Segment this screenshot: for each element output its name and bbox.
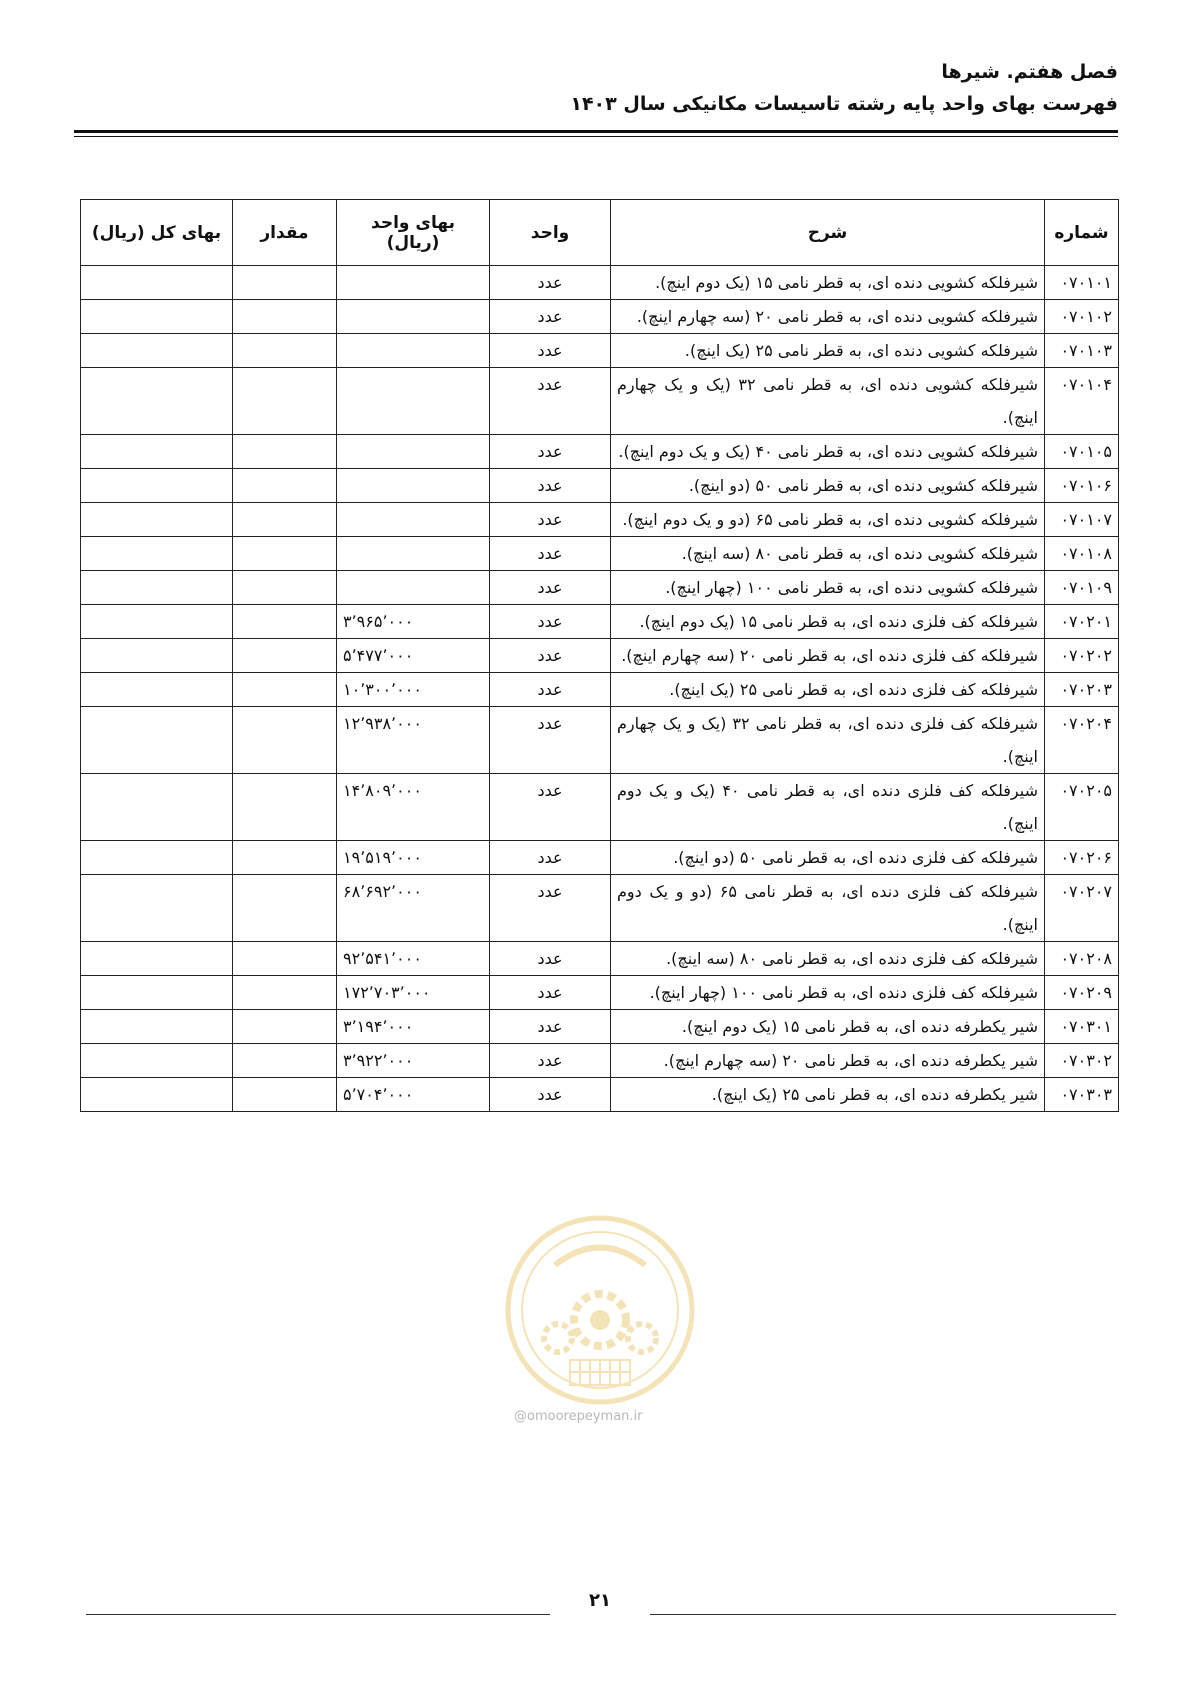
item-description: شیرفلکه کف فلزی دنده ای، به قطر نامی ۲۵ (یک اینچ). xyxy=(611,673,1045,707)
item-unit-price: ۱۷۲٬۷۰۳٬۰۰۰ xyxy=(337,976,490,1010)
item-quantity xyxy=(233,1010,337,1044)
item-unit: عدد xyxy=(490,942,611,976)
item-total-price xyxy=(81,707,233,774)
item-unit-price: ۱۰٬۳۰۰٬۰۰۰ xyxy=(337,673,490,707)
item-unit: عدد xyxy=(490,334,611,368)
item-description: شیرفلکه کشویی دنده ای، به قطر نامی ۲۰ (سه چهارم اینچ). xyxy=(611,300,1045,334)
column-header-total-price: بهای کل (ریال) xyxy=(81,200,233,266)
item-description: شیر یکطرفه دنده ای، به قطر نامی ۱۵ (یک دوم اینچ). xyxy=(611,1010,1045,1044)
footer-rule-right xyxy=(650,1614,1116,1615)
item-unit-price xyxy=(337,266,490,300)
item-unit: عدد xyxy=(490,1010,611,1044)
item-unit: عدد xyxy=(490,266,611,300)
item-code: ۰۷۰۱۰۳ xyxy=(1045,334,1119,368)
table-row xyxy=(81,469,1119,503)
item-quantity xyxy=(233,334,337,368)
item-unit-price: ۵٬۷۰۴٬۰۰۰ xyxy=(337,1078,490,1112)
item-unit: عدد xyxy=(490,571,611,605)
item-total-price xyxy=(81,639,233,673)
item-code: ۰۷۰۲۰۵ xyxy=(1045,774,1119,841)
item-description: شیرفلکه کشویی دنده ای، به قطر نامی ۶۵ (دو و یک دوم اینچ). xyxy=(611,503,1045,537)
item-unit: عدد xyxy=(490,1078,611,1112)
item-total-price xyxy=(81,1010,233,1044)
item-description: شیرفلکه کف فلزی دنده ای، به قطر نامی ۲۰ (سه چهارم اینچ). xyxy=(611,639,1045,673)
item-description: شیرفلکه کشویی دنده ای، به قطر نامی ۵۰ (دو اینچ). xyxy=(611,469,1045,503)
item-quantity xyxy=(233,673,337,707)
item-unit-price: ۵٬۴۷۷٬۰۰۰ xyxy=(337,639,490,673)
item-unit-price xyxy=(337,334,490,368)
table-row xyxy=(81,1044,1119,1078)
table-row xyxy=(81,1010,1119,1044)
item-quantity xyxy=(233,942,337,976)
table-row xyxy=(81,300,1119,334)
item-code: ۰۷۰۱۰۸ xyxy=(1045,537,1119,571)
table-row xyxy=(81,639,1119,673)
item-total-price xyxy=(81,774,233,841)
document-subtitle: فهرست بهای واحد پایه رشته تاسیسات مکانیکی سال ۱۴۰۳ xyxy=(570,93,1118,115)
item-unit: عدد xyxy=(490,503,611,537)
item-code: ۰۷۰۲۰۹ xyxy=(1045,976,1119,1010)
item-code: ۰۷۰۳۰۳ xyxy=(1045,1078,1119,1112)
item-unit-price xyxy=(337,368,490,435)
table-row xyxy=(81,537,1119,571)
item-unit: عدد xyxy=(490,605,611,639)
item-quantity xyxy=(233,435,337,469)
item-total-price xyxy=(81,875,233,942)
item-code: ۰۷۰۲۰۶ xyxy=(1045,841,1119,875)
item-code: ۰۷۰۱۰۴ xyxy=(1045,368,1119,435)
item-quantity xyxy=(233,774,337,841)
item-unit-price: ۹۲٬۵۴۱٬۰۰۰ xyxy=(337,942,490,976)
item-quantity xyxy=(233,976,337,1010)
item-unit: عدد xyxy=(490,875,611,942)
table-row xyxy=(81,875,1119,942)
item-description: شیرفلکه کف فلزی دنده ای، به قطر نامی ۳۲ (یک و یک چهارم اینچ). xyxy=(611,707,1045,774)
item-description: شیرفلکه کف فلزی دنده ای، به قطر نامی ۴۰ (یک و یک دوم اینچ). xyxy=(611,774,1045,841)
item-total-price xyxy=(81,673,233,707)
item-total-price xyxy=(81,266,233,300)
table-row xyxy=(81,435,1119,469)
table-row xyxy=(81,571,1119,605)
item-code: ۰۷۰۱۰۵ xyxy=(1045,435,1119,469)
item-quantity xyxy=(233,503,337,537)
item-total-price xyxy=(81,300,233,334)
item-total-price xyxy=(81,368,233,435)
page-number: ۲۱ xyxy=(589,1590,611,1611)
item-total-price xyxy=(81,605,233,639)
column-header-quantity: مقدار xyxy=(233,200,337,266)
item-total-price xyxy=(81,503,233,537)
item-unit-price xyxy=(337,503,490,537)
table-row xyxy=(81,368,1119,435)
item-total-price xyxy=(81,1044,233,1078)
item-quantity xyxy=(233,537,337,571)
item-quantity xyxy=(233,841,337,875)
item-unit-price: ۳٬۹۶۵٬۰۰۰ xyxy=(337,605,490,639)
item-unit: عدد xyxy=(490,707,611,774)
price-table xyxy=(80,199,1119,1112)
table-header-row xyxy=(81,200,1119,266)
item-code: ۰۷۰۱۰۲ xyxy=(1045,300,1119,334)
item-code: ۰۷۰۳۰۱ xyxy=(1045,1010,1119,1044)
table-row xyxy=(81,841,1119,875)
item-code: ۰۷۰۲۰۳ xyxy=(1045,673,1119,707)
item-code: ۰۷۰۲۰۷ xyxy=(1045,875,1119,942)
item-code: ۰۷۰۱۰۹ xyxy=(1045,571,1119,605)
item-description: شیرفلکه کف فلزی دنده ای، به قطر نامی ۶۵ (دو و یک دوم اینچ). xyxy=(611,875,1045,942)
item-quantity xyxy=(233,875,337,942)
item-code: ۰۷۰۲۰۲ xyxy=(1045,639,1119,673)
column-header-description: شرح xyxy=(611,200,1045,266)
item-quantity xyxy=(233,1078,337,1112)
column-header-code: شماره xyxy=(1045,200,1119,266)
item-code: ۰۷۰۲۰۸ xyxy=(1045,942,1119,976)
item-total-price xyxy=(81,571,233,605)
item-unit: عدد xyxy=(490,435,611,469)
table-row xyxy=(81,1078,1119,1112)
item-total-price xyxy=(81,976,233,1010)
item-code: ۰۷۰۲۰۴ xyxy=(1045,707,1119,774)
table-row xyxy=(81,503,1119,537)
item-quantity xyxy=(233,639,337,673)
item-total-price xyxy=(81,942,233,976)
item-unit: عدد xyxy=(490,537,611,571)
item-unit: عدد xyxy=(490,469,611,503)
item-unit-price xyxy=(337,300,490,334)
item-total-price xyxy=(81,469,233,503)
chapter-title: فصل هفتم. شیرها xyxy=(941,61,1118,83)
item-description: شیرفلکه کشویی دنده ای، به قطر نامی ۳۲ (یک و یک چهارم اینچ). xyxy=(611,368,1045,435)
item-quantity xyxy=(233,469,337,503)
item-code: ۰۷۰۱۰۶ xyxy=(1045,469,1119,503)
header-rule-thin xyxy=(74,136,1118,137)
item-quantity xyxy=(233,571,337,605)
item-unit: عدد xyxy=(490,841,611,875)
item-unit: عدد xyxy=(490,639,611,673)
item-unit: عدد xyxy=(490,300,611,334)
item-quantity xyxy=(233,368,337,435)
column-header-unit: واحد xyxy=(490,200,611,266)
item-total-price xyxy=(81,537,233,571)
item-unit-price xyxy=(337,537,490,571)
column-header-unit-price: بهای واحد (ریال) xyxy=(337,200,490,266)
item-code: ۰۷۰۳۰۲ xyxy=(1045,1044,1119,1078)
item-total-price xyxy=(81,1078,233,1112)
item-total-price xyxy=(81,435,233,469)
table-row xyxy=(81,774,1119,841)
table-body xyxy=(81,266,1119,1112)
item-description: شیرفلکه کف فلزی دنده ای، به قطر نامی ۸۰ (سه اینچ). xyxy=(611,942,1045,976)
page-header xyxy=(74,58,1118,118)
item-quantity xyxy=(233,1044,337,1078)
item-unit-price: ۳٬۹۲۲٬۰۰۰ xyxy=(337,1044,490,1078)
item-quantity xyxy=(233,300,337,334)
item-unit: عدد xyxy=(490,1044,611,1078)
item-total-price xyxy=(81,334,233,368)
footer-rule-left xyxy=(86,1614,550,1615)
item-unit-price: ۱۴٬۸۰۹٬۰۰۰ xyxy=(337,774,490,841)
item-unit: عدد xyxy=(490,673,611,707)
item-unit-price xyxy=(337,571,490,605)
item-unit-price xyxy=(337,435,490,469)
item-unit: عدد xyxy=(490,976,611,1010)
item-quantity xyxy=(233,605,337,639)
item-unit-price: ۱۹٬۵۱۹٬۰۰۰ xyxy=(337,841,490,875)
item-code: ۰۷۰۱۰۷ xyxy=(1045,503,1119,537)
table-row xyxy=(81,942,1119,976)
item-description: شیرفلکه کشویی دنده ای، به قطر نامی ۱۰۰ (چهار اینچ). xyxy=(611,571,1045,605)
watermark-text: @omoorepeyman.ir xyxy=(514,1409,643,1424)
table-row xyxy=(81,334,1119,368)
table-row xyxy=(81,605,1119,639)
item-code: ۰۷۰۱۰۱ xyxy=(1045,266,1119,300)
item-unit-price xyxy=(337,469,490,503)
table-row xyxy=(81,976,1119,1010)
item-description: شیرفلکه کشویی دنده ای، به قطر نامی ۸۰ (سه اینچ). xyxy=(611,537,1045,571)
item-unit-price: ۳٬۱۹۴٬۰۰۰ xyxy=(337,1010,490,1044)
item-description: شیرفلکه کف فلزی دنده ای، به قطر نامی ۱۰۰ (چهار اینچ). xyxy=(611,976,1045,1010)
item-total-price xyxy=(81,841,233,875)
item-description: شیرفلکه کف فلزی دنده ای، به قطر نامی ۵۰ (دو اینچ). xyxy=(611,841,1045,875)
header-rule-thick xyxy=(74,130,1118,133)
item-description: شیرفلکه کشویی دنده ای، به قطر نامی ۲۵ (یک اینچ). xyxy=(611,334,1045,368)
item-description: شیرفلکه کشویی دنده ای، به قطر نامی ۱۵ (یک دوم اینچ). xyxy=(611,266,1045,300)
watermark-seal-icon xyxy=(500,1210,700,1410)
item-unit-price: ۶۸٬۶۹۲٬۰۰۰ xyxy=(337,875,490,942)
item-description: شیرفلکه کف فلزی دنده ای، به قطر نامی ۱۵ (یک دوم اینچ). xyxy=(611,605,1045,639)
item-description: شیر یکطرفه دنده ای، به قطر نامی ۲۵ (یک اینچ). xyxy=(611,1078,1045,1112)
item-unit-price: ۱۲٬۹۳۸٬۰۰۰ xyxy=(337,707,490,774)
item-unit: عدد xyxy=(490,368,611,435)
item-code: ۰۷۰۲۰۱ xyxy=(1045,605,1119,639)
item-description: شیر یکطرفه دنده ای، به قطر نامی ۲۰ (سه چهارم اینچ). xyxy=(611,1044,1045,1078)
table-row xyxy=(81,707,1119,774)
item-unit: عدد xyxy=(490,774,611,841)
item-quantity xyxy=(233,707,337,774)
table-row xyxy=(81,266,1119,300)
table-row xyxy=(81,673,1119,707)
item-description: شیرفلکه کشویی دنده ای، به قطر نامی ۴۰ (یک و یک دوم اینچ). xyxy=(611,435,1045,469)
item-quantity xyxy=(233,266,337,300)
